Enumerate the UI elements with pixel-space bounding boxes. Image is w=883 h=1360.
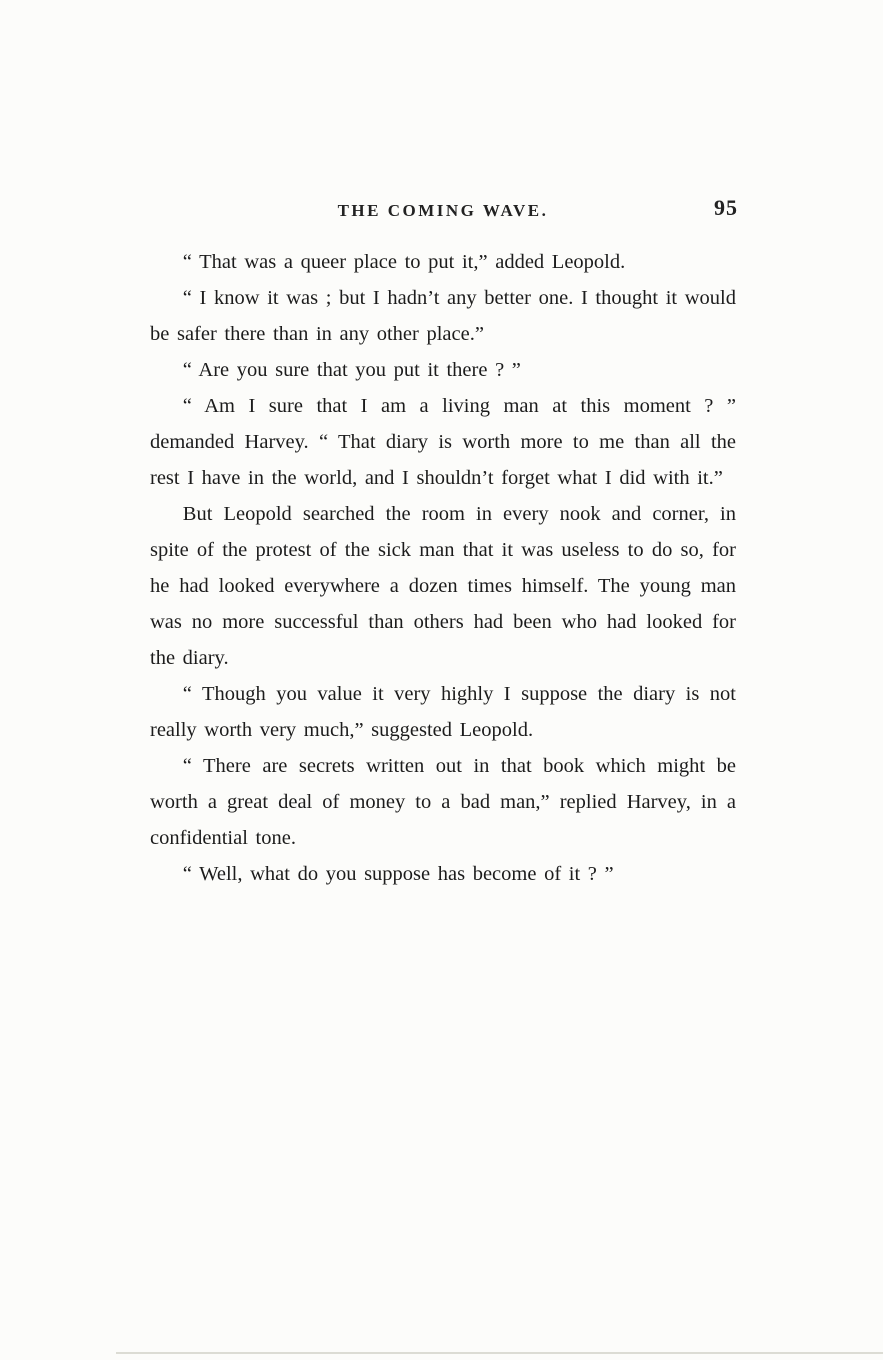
paragraph: “ Are you sure that you put it there ? ” <box>182 359 521 381</box>
paragraph: “ Am I sure that I am a living man at this moment ? ” demanded Harvey. “ That diary is worth more to me than all the rest I have in the world, and I shouldn’t forget what I did with it.” <box>150 395 736 489</box>
paragraph: “ There are secrets written out in that book which might be worth a great deal of money to a bad man,” replied Harvey, in a confidential tone. <box>150 755 736 849</box>
running-title: THE COMING WAVE. <box>337 201 549 220</box>
paragraph: “ Well, what do you suppose has become of it ? ” <box>182 863 614 885</box>
paragraph: “ That was a queer place to put it,” added Leopold. <box>182 251 626 273</box>
paragraph: “ I know it was ; but I hadn’t any better one. I thought it would be safer there than in any other place.” <box>150 287 736 345</box>
scan-edge-line <box>116 1352 883 1354</box>
text-block <box>150 195 738 892</box>
page-header <box>150 195 738 224</box>
page-body <box>150 244 736 892</box>
paragraph: But Leopold searched the room in every nook and corner, in spite of the protest of the sick man that it was useless to do so, for he had looked everywhere a dozen times himself. The young man was no more successful than others had been who had looked for the diary. <box>150 503 736 669</box>
paragraph: “ Though you value it very highly I suppose the diary is not really worth very much,” suggested Leopold. <box>150 683 736 741</box>
page-number: 95 <box>714 195 738 220</box>
